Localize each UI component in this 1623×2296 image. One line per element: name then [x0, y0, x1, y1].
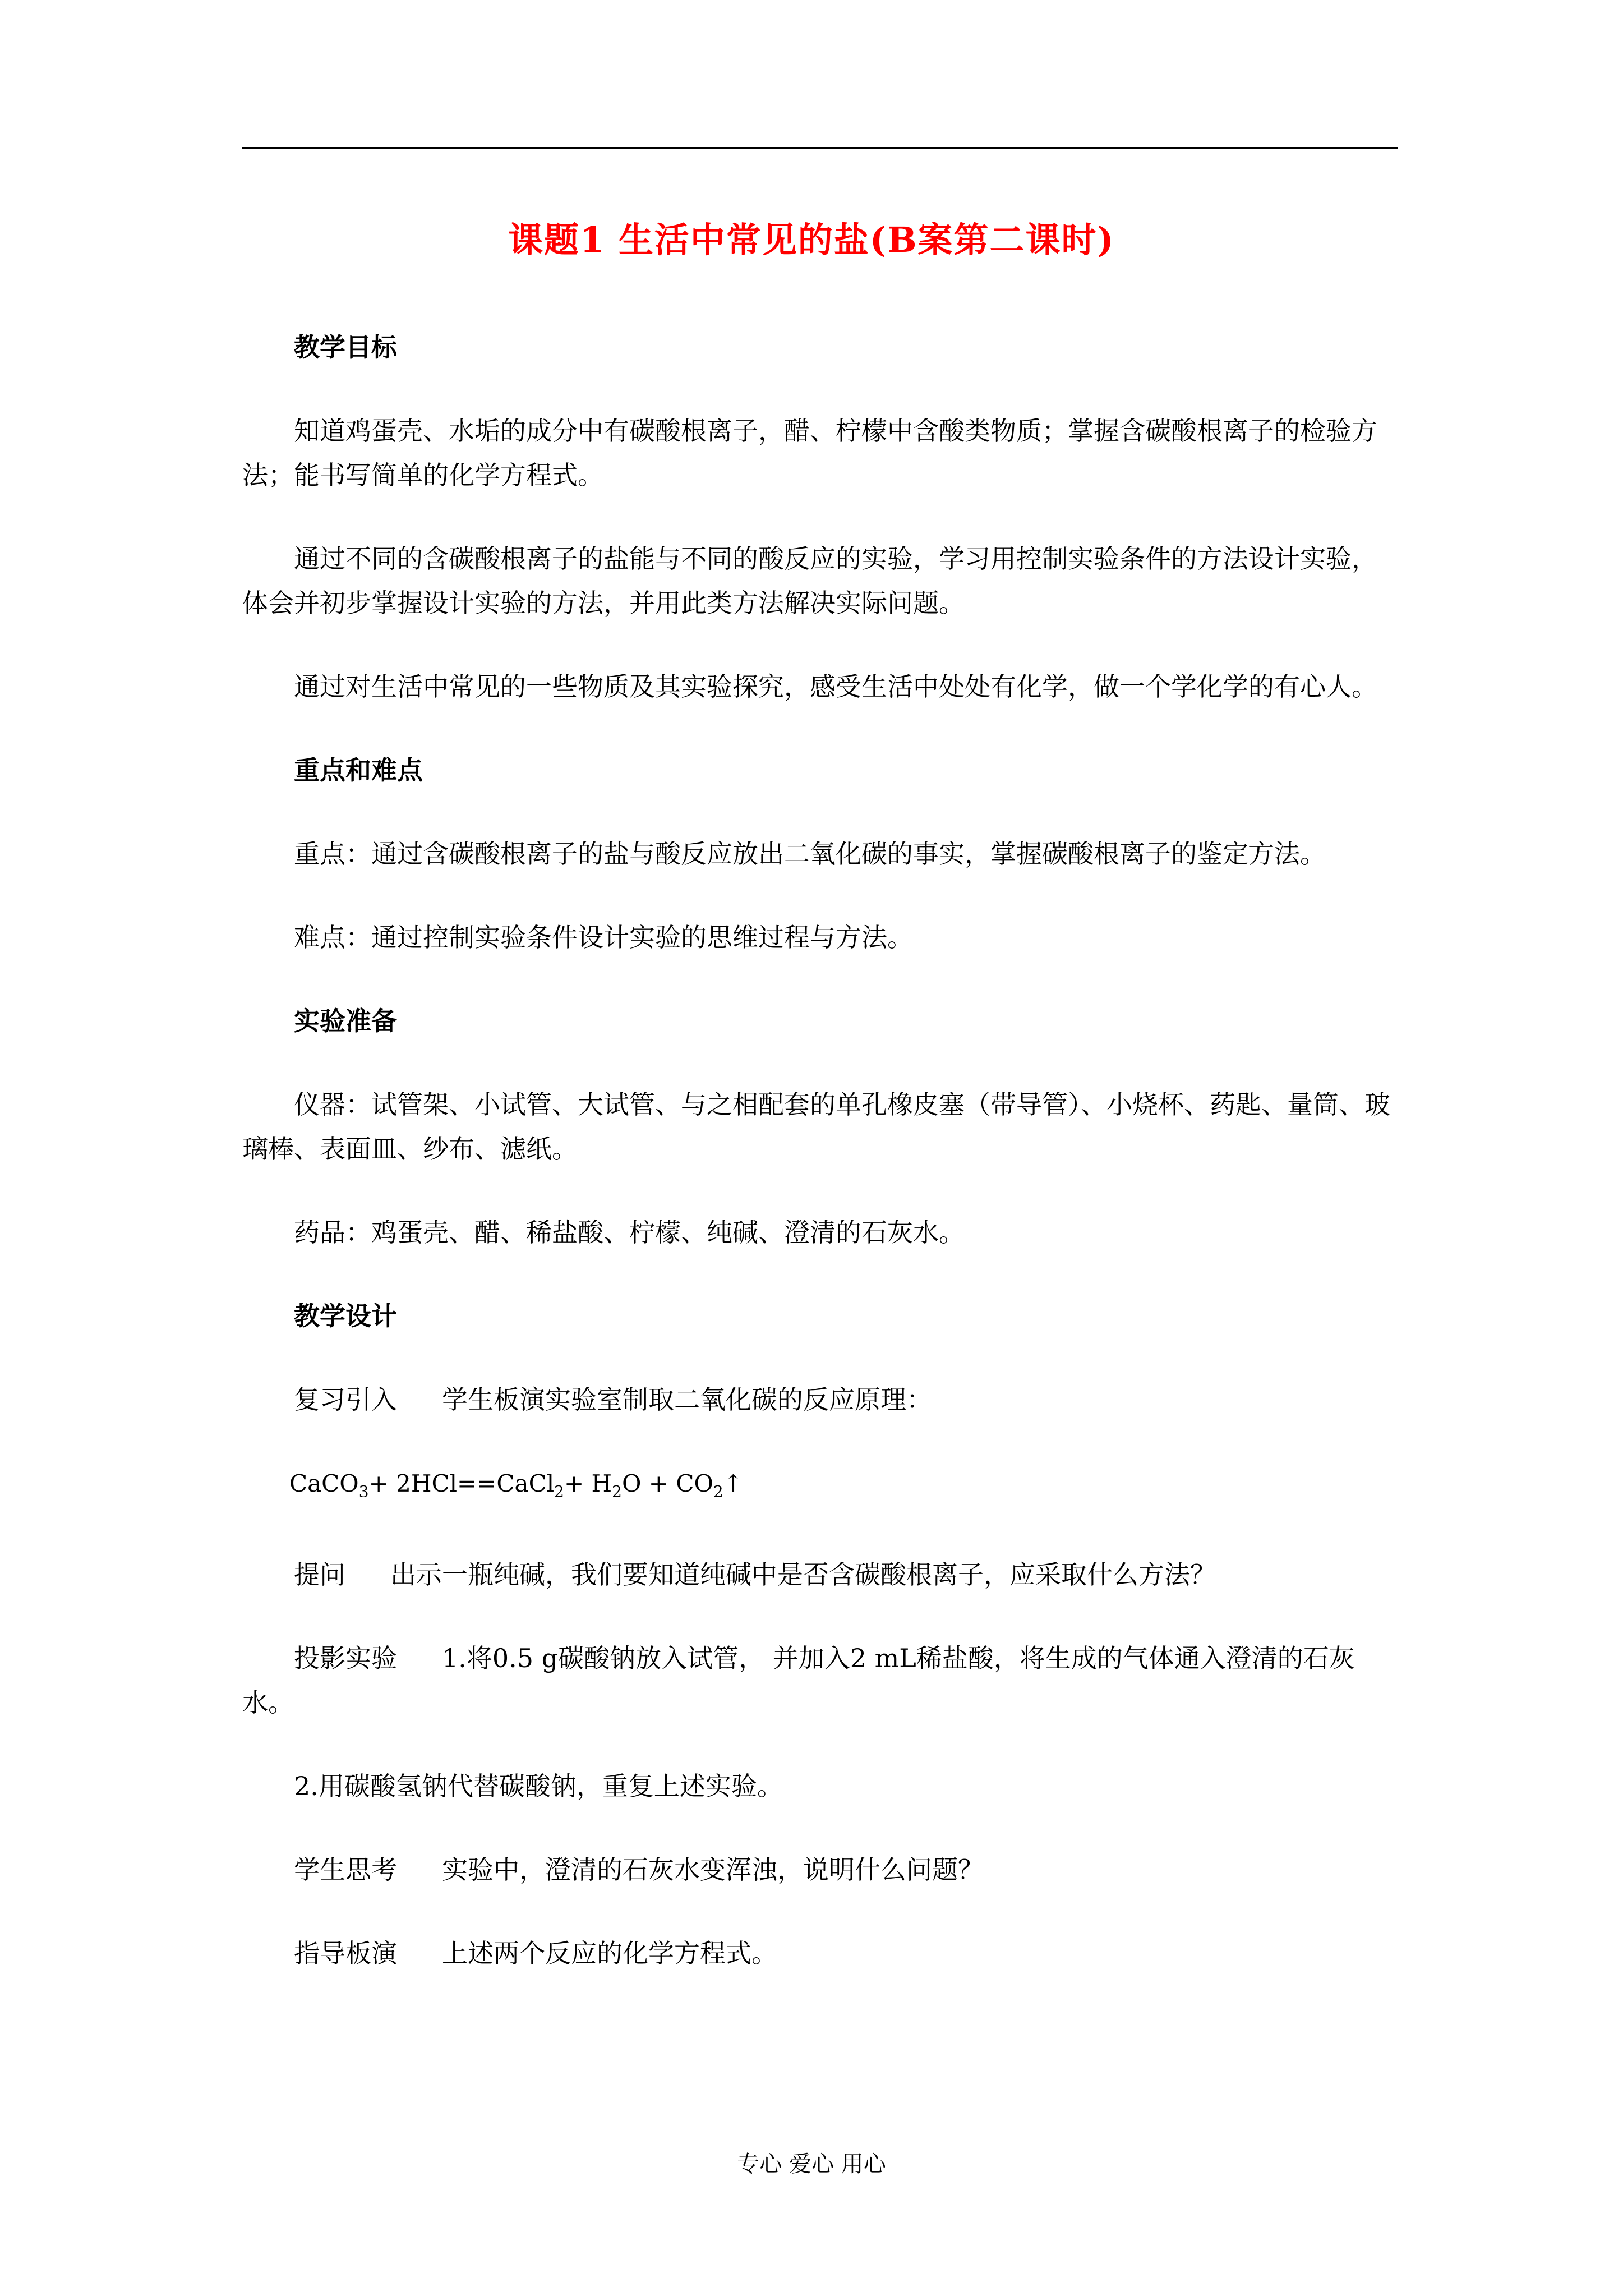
question-paragraph [242, 1553, 1398, 1597]
question-label: 提问 [294, 1559, 345, 1590]
experiment-paragraph-1 [242, 1636, 1398, 1725]
thinking-paragraph [242, 1848, 1398, 1892]
section-heading-design: 教学设计 [294, 1301, 397, 1331]
document-title: 课题1 生活中常见的盐(B案第二课时) [508, 219, 1115, 260]
review-text: 学生板演实验室制取二氧化碳的反应原理： [442, 1384, 932, 1415]
question-text: 出示一瓶纯碱，我们要知道纯碱中是否含碳酸根离子，应采取什么方法？ [390, 1559, 1216, 1590]
instruments-paragraph: 仪器：试管架、小试管、大试管、与之相配套的单孔橡皮塞（带导管）、小烧杯、药匙、量筒、玻璃棒、表面皿、纱布、滤纸。 [242, 1089, 1390, 1164]
objective-paragraph-2: 通过不同的含碳酸根离子的盐能与不同的酸反应的实验，学习用控制实验条件的方法设计实验，体会并初步掌握设计实验的方法，并用此类方法解决实际问题。 [242, 544, 1377, 618]
chemicals-paragraph: 药品：鸡蛋壳、醋、稀盐酸、柠檬、纯碱、澄清的石灰水。 [294, 1217, 965, 1248]
gas-arrow-icon: ↑ [723, 1470, 743, 1497]
thinking-label: 学生思考 [294, 1855, 397, 1885]
experiment-label: 投影实验 [294, 1643, 397, 1674]
review-paragraph [242, 1378, 1398, 1422]
section-heading-key-points: 重点和难点 [294, 755, 423, 785]
difficulty-paragraph: 难点：通过控制实验条件设计实验的思维过程与方法。 [294, 922, 913, 953]
document-body [242, 325, 1398, 1976]
guide-paragraph [242, 1931, 1398, 1976]
experiment-paragraph-2: 2.用碳酸氢钠代替碳酸钠，重复上述实验。 [294, 1771, 783, 1802]
header-rule [242, 147, 1398, 149]
section-heading-objectives: 教学目标 [294, 332, 397, 362]
chemical-equation: CaCO$_3$+ 2HCl==CaCl$_2$+ $H_2O$ + $CO_2↑$ [289, 1470, 743, 1501]
thinking-text: 实验中，澄清的石灰水变浑浊，说明什么问题？ [442, 1855, 984, 1885]
key-point-paragraph: 重点：通过含碳酸根离子的盐与酸反应放出二氧化碳的事实，掌握碳酸根离子的鉴定方法。 [294, 839, 1326, 869]
objective-paragraph-3: 通过对生活中常见的一些物质及其实验探究，感受生活中处处有化学，做一个学化学的有心人。 [294, 671, 1377, 702]
experiment-text-1: 1.将0.5 g碳酸钠放入试管， 并加入2 mL稀盐酸，将生成的气体通入澄清的石灰水。 [242, 1643, 1355, 1718]
guide-text: 上述两个反应的化学方程式。 [442, 1938, 777, 1969]
objective-paragraph-1: 知道鸡蛋壳、水垢的成分中有碳酸根离子，醋、柠檬中含酸类物质；掌握含碳酸根离子的检验方法；能书写简单的化学方程式。 [242, 416, 1377, 490]
guide-label: 指导板演 [294, 1938, 397, 1969]
section-heading-preparation: 实验准备 [294, 1006, 397, 1036]
page-footer: 专心 爱心 用心 [737, 2151, 886, 2177]
review-label: 复习引入 [294, 1384, 397, 1415]
